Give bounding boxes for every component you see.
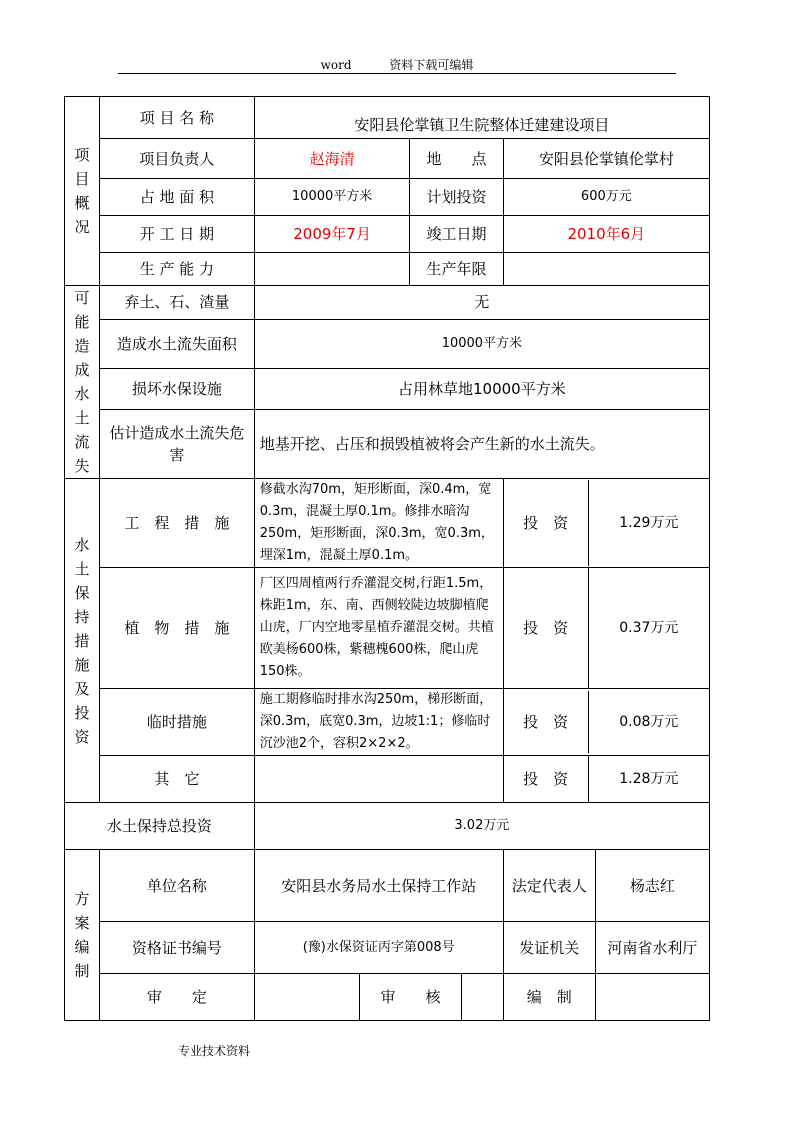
page-footer: 专业技术资料 [178, 1044, 251, 1058]
invest-value: 1.29万元 [619, 515, 679, 531]
measure-invest-pair [503, 689, 709, 756]
area-label: 占 地 面 积 [100, 179, 255, 216]
measure-invest-pair [503, 568, 709, 689]
unit-value: 安阳县水务局水土保持工作站 [254, 850, 503, 922]
damage-label: 损坏水保设施 [100, 369, 255, 409]
measure-text: 施工期修临时排水沟250m，梯形断面，深0.3m，底宽0.3m，边坡1:1；修临时沉沙池2个，容积2×2×2。 [254, 689, 503, 756]
spoil-label: 弃土、石、渣量 [100, 286, 255, 320]
plan-invest-label: 计划投资 [410, 179, 503, 216]
spoil-value: 无 [254, 286, 709, 320]
leader-label: 项目负责人 [100, 139, 255, 179]
hazard-value: 地基开挖、占压和损毁植被将会产生新的水土流失。 [254, 409, 709, 478]
section-loss: 可能造成水土流失 [65, 286, 100, 479]
plan-invest-value: 600万元 [503, 179, 709, 216]
header-rule [118, 73, 676, 74]
production-years-value [503, 253, 709, 286]
header-title: 资料下载可编辑 [389, 58, 474, 72]
measure-text: 厂区四周植两行乔灌混交树,行距1.5m，株距1m，东、南、西侧较陡边坡脚植爬山虎，厂内空地零星植乔灌混交树。共植欧美杨600株，紫穗槐600株，爬山虎150株。 [254, 568, 503, 689]
start-date-value: 2009年7月 [254, 216, 410, 253]
legal-rep-label: 法定代表人 [503, 850, 595, 922]
issuer-value: 河南省水利厅 [595, 922, 709, 974]
invest-label: 投 资 [504, 756, 589, 802]
check-label: 审 核 [360, 974, 462, 1021]
invest-label: 投 资 [504, 691, 589, 753]
project-table [64, 96, 710, 1021]
total-invest-label: 水土保持总投资 [65, 803, 255, 850]
invest-label: 投 资 [504, 568, 589, 688]
compile-value [595, 974, 709, 1021]
legal-rep-value: 杨志红 [595, 850, 709, 922]
area-value: 10000平方米 [254, 179, 410, 216]
measure-invest-pair [503, 479, 709, 568]
measure-text [254, 756, 503, 803]
end-date-value: 2010年6月 [503, 216, 709, 253]
capacity-label: 生 产 能 力 [100, 253, 255, 286]
measure-label: 其 它 [100, 756, 255, 803]
issuer-label: 发证机关 [503, 922, 595, 974]
measure-label: 工 程 措 施 [100, 479, 255, 568]
location-label: 地 点 [410, 139, 503, 179]
section-overview: 项目概况 [65, 97, 100, 286]
cert-value: (豫)水保资证丙字第008号 [254, 922, 503, 974]
header-word: word [320, 58, 352, 72]
production-years-label: 生产年限 [410, 253, 503, 286]
check-value [462, 974, 504, 1021]
start-date-label: 开 工 日 期 [100, 216, 255, 253]
invest-value: 1.28万元 [619, 771, 679, 787]
loss-area-label: 造成水土流失面积 [100, 319, 255, 369]
project-name-value: 安阳县伦掌镇卫生院整体迁建建设项目 [254, 97, 709, 139]
review-label: 审 定 [100, 974, 255, 1021]
invest-value: 0.08万元 [619, 714, 679, 730]
cert-label: 资格证书编号 [100, 922, 255, 974]
review-value [254, 974, 359, 1021]
location-value: 安阳县伦掌镇伦掌村 [503, 139, 709, 179]
loss-area-value: 10000平方米 [254, 319, 709, 369]
compile-label: 编 制 [503, 974, 595, 1021]
invest-value: 0.37万元 [619, 620, 679, 636]
capacity-value [254, 253, 410, 286]
end-date-label: 竣工日期 [410, 216, 503, 253]
unit-label: 单位名称 [100, 850, 255, 922]
measure-text: 修截水沟70m，矩形断面，深0.4m，宽0.3m，混凝土厚0.1m。修排水暗沟250m，矩形断面，深0.3m，宽0.3m，埋深1m，混凝土厚0.1m。 [254, 479, 503, 568]
measure-invest-pair [503, 756, 709, 803]
leader-value: 赵海清 [254, 139, 410, 179]
measure-label: 临时措施 [100, 689, 255, 756]
hazard-label: 估计造成水土流失危害 [100, 409, 255, 478]
measure-label: 植 物 措 施 [100, 568, 255, 689]
invest-label: 投 资 [504, 480, 589, 566]
damage-value: 占用林草地10000平方米 [254, 369, 709, 409]
page-header [0, 56, 794, 73]
section-plan: 方案编制 [65, 850, 100, 1021]
total-invest-value: 3.02万元 [254, 803, 709, 850]
section-measures: 水土保持措施及投资 [65, 479, 100, 803]
project-name-label: 项 目 名 称 [100, 97, 255, 139]
